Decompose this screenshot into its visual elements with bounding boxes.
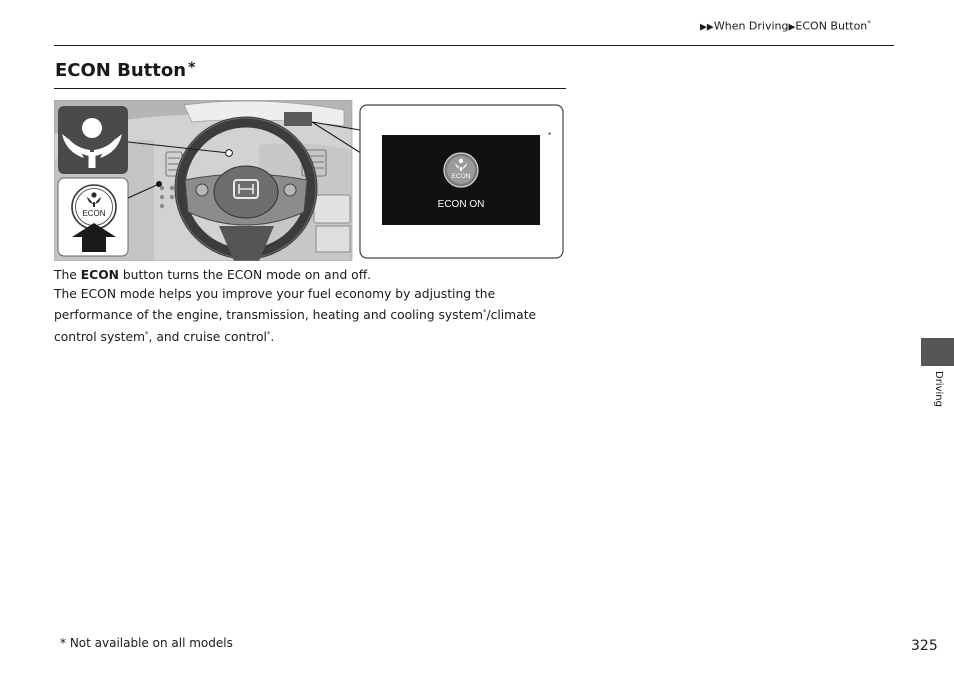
breadcrumb-separator-icon: ▶ <box>788 22 796 33</box>
footnote-mark: * <box>482 308 487 316</box>
breadcrumb <box>700 19 871 33</box>
body-text-span: The ECON mode helps you improve your fuel economy by adjusting the performance of the engine, transmission, heating and cooling system <box>54 286 496 323</box>
page-number: 325 <box>911 638 938 654</box>
title-divider <box>54 88 566 89</box>
header-divider <box>54 45 894 46</box>
body-text-span: The <box>54 268 81 282</box>
body-text-span: . <box>270 329 275 344</box>
section-tab[interactable] <box>921 338 954 366</box>
body-text-span: , and cruise control <box>148 329 267 344</box>
econ-button-label: ECON <box>82 209 106 218</box>
body-paragraph-1 <box>54 266 566 285</box>
page-title <box>55 60 195 81</box>
title-asterisk: * <box>188 60 196 76</box>
breadcrumb-current: ECON Button <box>795 19 868 33</box>
page-title-text: ECON Button <box>55 60 187 81</box>
dashboard-illustration <box>54 100 566 261</box>
section-tab-label: Driving <box>933 371 944 407</box>
footnote-mark: * <box>145 329 149 338</box>
econ-bold-term: ECON <box>80 268 119 282</box>
body-paragraph-2 <box>54 285 566 347</box>
body-text <box>54 266 566 346</box>
breadcrumb-asterisk: * <box>867 19 871 27</box>
display-econ-icon-label: ECON <box>451 173 471 180</box>
display-asterisk: * <box>548 131 552 140</box>
body-text-span: button turns the ECON mode on and off. <box>118 268 372 282</box>
body-text-span: /climate control system <box>54 308 537 344</box>
footnote: * Not available on all models <box>60 636 233 650</box>
display-econ-on-message: ECON ON <box>437 199 485 210</box>
breadcrumb-arrows-icon: ▶▶ <box>700 22 714 33</box>
breadcrumb-section[interactable]: When Driving <box>713 19 789 33</box>
footnote-mark: * <box>266 329 271 338</box>
